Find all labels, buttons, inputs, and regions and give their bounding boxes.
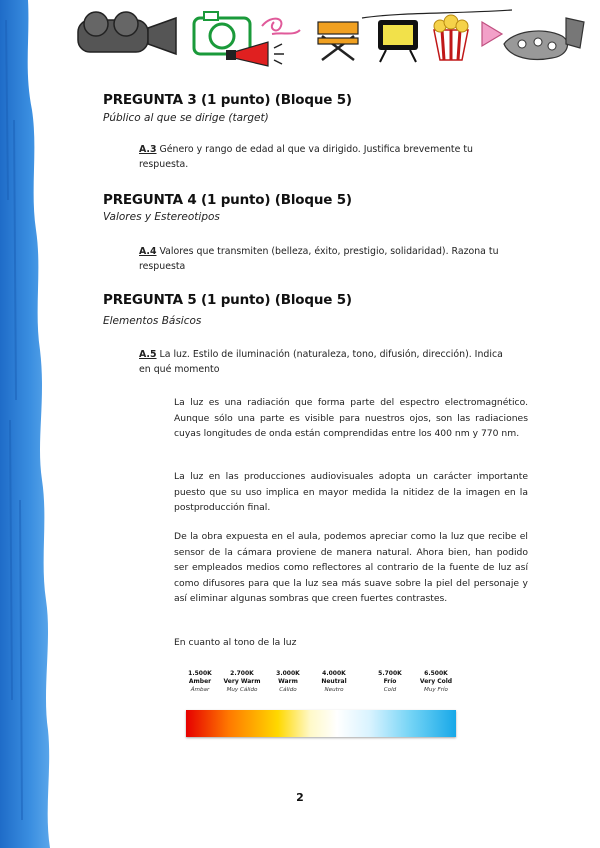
scale-label: 5.700K Frío Cold <box>378 670 402 693</box>
question-5-prompt <box>139 347 511 377</box>
question-4-text: Valores que transmiten (belleza, éxito, prestigio, solidaridad). Razona tu respuesta <box>139 246 499 272</box>
answer-paragraph-3: De la obra expuesta en el aula, podemos apreciar como la luz que recibe el sensor de la cámara proviene de manera natural. Ahora bien, han podido ser empleados medios como reflectores al contrario de la fuente de luz así como difusores para que la luz sea más suave sobre la piel del personaje y así eliminar algunas sombras que creen fuertes contrastes. <box>174 531 528 604</box>
scale-label: 1.500K Amber Ámbar <box>188 670 212 693</box>
blue-paint-stripe <box>0 0 60 848</box>
tv-icon <box>378 20 418 62</box>
question-4-title: PREGUNTA 4 (1 punto) (Bloque 5) <box>103 192 352 208</box>
photo-camera-icon <box>194 12 250 54</box>
answer-paragraph-2: La luz en las producciones audiovisuales adopta un carácter importante puesto que su uso implica en mayor medida la nitidez de la imagen en la postproducción final. <box>174 471 528 513</box>
scale-label: 3.000K Warm Cálido <box>276 670 300 693</box>
question-5-code: A.5 <box>139 349 157 360</box>
question-3-code: A.3 <box>139 144 157 155</box>
question-4-code: A.4 <box>139 246 157 257</box>
question-5-subtitle: Elementos Básicos <box>103 315 202 327</box>
color-temperature-gradient-bar <box>186 710 456 737</box>
popcorn-icon <box>434 15 468 60</box>
question-5-text: La luz. Estilo de iluminación (naturaleza, tono, difusión, dirección). Indica en qué momento <box>139 349 503 375</box>
header-icon-strip <box>72 4 592 68</box>
answer-paragraph-4: En cuanto al tono de la luz <box>174 637 297 648</box>
question-4-subtitle: Valores y Estereotipos <box>103 211 220 223</box>
question-4-prompt <box>139 244 511 274</box>
question-3-text: Género y rango de edad al que va dirigido. Justifica brevemente tu respuesta. <box>139 144 473 170</box>
scale-label: 6.500K Very Cold Muy Frío <box>419 670 453 693</box>
scale-label: 4.000K Neutral Neutro <box>321 670 347 693</box>
question-3-prompt <box>139 142 511 172</box>
ticket-icon <box>482 22 502 46</box>
scale-label: 2.700K Very Warm Muy Cálido <box>223 670 261 693</box>
question-5-title: PREGUNTA 5 (1 punto) (Bloque 5) <box>103 292 352 308</box>
director-chair-icon <box>318 22 358 60</box>
film-reel-icon <box>504 18 584 59</box>
color-temperature-scale <box>184 670 456 740</box>
question-3-subtitle: Público al que se dirige (target) <box>103 112 269 124</box>
page-number: 2 <box>296 791 304 804</box>
answer-paragraph-1: La luz es una radiación que forma parte del espectro electromagnético. Aunque sólo una parte es visible para nuestros ojos, son las radiaciones cuyas longitudes de onda están comprendidas entre los 400 nm y 770 nm. <box>174 397 528 439</box>
film-camera-icon <box>78 12 176 54</box>
question-3-title: PREGUNTA 3 (1 punto) (Bloque 5) <box>103 92 352 108</box>
